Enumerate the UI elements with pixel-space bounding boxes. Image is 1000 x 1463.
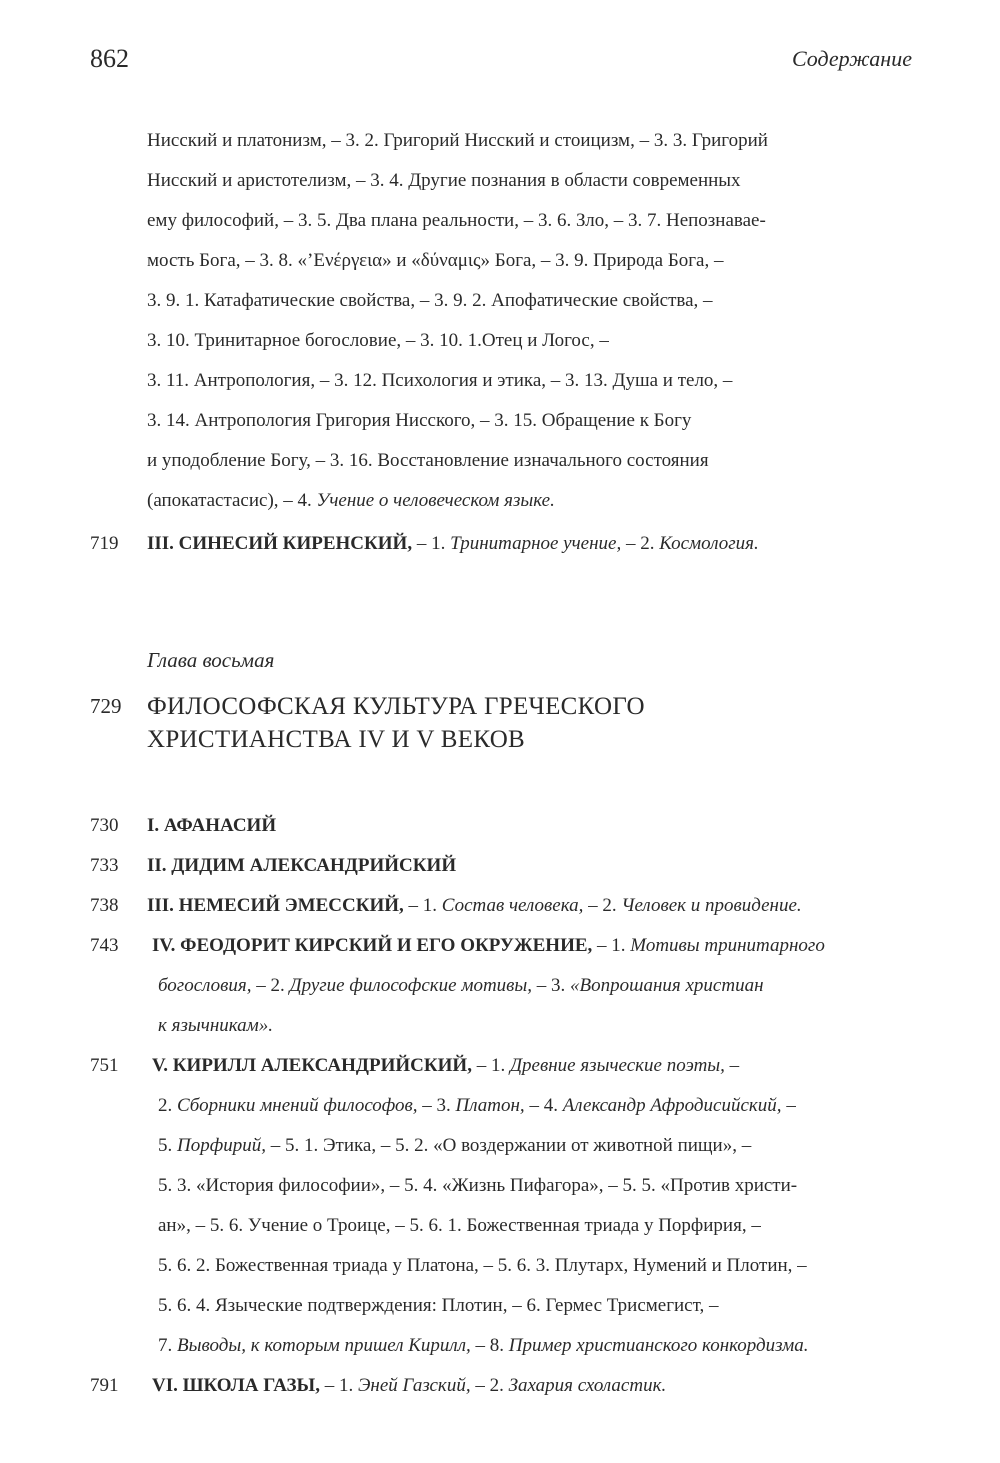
subsection-title: богословия, [158,975,252,996]
section-title: V. КИРИЛЛ АЛЕКСАНДРИЙСКИЙ, [152,1055,472,1076]
entry-page-number: 743 [90,935,119,956]
entry-text: Нисский и аристотелизм, – 3. 4. Другие познания в области современных [147,170,741,191]
entry-text: 7. [158,1335,177,1356]
subsection-title: Захария схоластик. [508,1375,667,1396]
subsection-title: Мотивы тринитарного [630,935,825,956]
entry-text: ему философий, – 3. 5. Два плана реальности, – 3. 6. Зло, – 3. 7. Непознавае- [147,210,766,231]
subsection-title: Тринитарное учение, [450,533,622,554]
subsection-title: «Вопрошания христиан [570,975,764,996]
subsection-title: Сборники мнений философов, [177,1095,418,1116]
entry-line [147,321,927,361]
entry-line [158,1326,932,1366]
entry-line [147,806,927,846]
entry-line [147,886,927,926]
entry-text: – 2. [621,533,660,554]
entry-text: Нисский и платонизм, – 3. 2. Григорий Нисский и стоицизм, – 3. 3. Григорий [147,130,768,151]
chapter-label: Глава восьмая [147,648,275,672]
entry-text: 3. 10. Тринитарное богословие, – 3. 10. 1.Отец и Логос, – [147,330,609,351]
entry-text: 5. [158,1135,177,1156]
entry-line [158,1086,932,1126]
entry-text: и уподобление Богу, – 3. 16. Восстановление изначального состояния [147,450,709,471]
subsection-title: Космология. [659,533,759,554]
entry-text: – 8. [470,1335,509,1356]
entry-text: – 3. [417,1095,456,1116]
entry-text: 3. 14. Антропология Григория Нисского, – 3. 15. Обращение к Богу [147,410,692,431]
entry-line [158,966,932,1006]
subsection-title: Александр Афродисийский, [562,1095,782,1116]
entry-text: – 1. [471,1055,510,1076]
entry-text: – 2. [251,975,290,996]
entry-line [147,121,927,161]
entry-page-number: 738 [90,895,119,916]
entry-text: – 3. [532,975,571,996]
subsection-title: Учение о человеческом языке. [316,490,555,511]
entry-line [147,241,927,281]
section-title: IV. ФЕОДОРИТ КИРСКИЙ И ЕГО ОКРУЖЕНИЕ, [152,935,593,956]
subsection-title: Платон, [455,1095,525,1116]
entry-page-number: 719 [90,533,119,554]
entry-line [152,1046,932,1086]
section-title: I. АФАНАСИЙ [147,815,277,836]
entry-line [158,1126,932,1166]
subsection-title: Эней Газский, [357,1375,471,1396]
entry-line [152,926,932,966]
entry-text: 2. [158,1095,177,1116]
entry-line [147,441,927,481]
section-title: III. СИНЕСИЙ КИРЕНСКИЙ, [147,533,413,554]
entry-text: – [724,1055,740,1076]
subsection-title: Выводы, к которым пришел Кирилл, [177,1335,471,1356]
subsection-title: Человек и провидение. [621,895,802,916]
subsection-title: Пример христианского конкордизма. [508,1335,809,1356]
entry-line [147,201,927,241]
entry-line [147,401,927,441]
entry-text: – 1. [592,935,631,956]
entry-line [147,481,927,521]
entry-line [158,1286,932,1326]
entry-page-number: 733 [90,855,119,876]
entry-line [147,846,927,886]
page-number: 862 [90,44,129,73]
entry-text: 5. 6. 4. Языческие подтверждения: Плотин, – 6. Гермес Трисмегист, – [158,1295,719,1316]
subsection-title: Другие философские мотивы, [289,975,533,996]
entry-text: – [781,1095,796,1116]
entry-text: – 4. [524,1095,563,1116]
entry-page-number: 730 [90,815,119,836]
section-title: III. НЕМЕСИЙ ЭМЕССКИЙ, [147,895,404,916]
entry-line [158,1246,932,1286]
entry-line [147,524,927,564]
subsection-title: Древние языческие поэты, [509,1055,725,1076]
entry-text: – 5. 1. Этика, – 5. 2. «О воздержании от животной пищи», – [265,1135,752,1156]
entry-text: (апокатастасис), – 4. [147,490,317,511]
chapter-title-line: ФИЛОСОФСКАЯ КУЛЬТУРА ГРЕЧЕСКОГО [147,693,645,720]
subsection-title: Порфирий, [177,1135,266,1156]
entry-line [158,1166,932,1206]
entry-text: – 2. [470,1375,509,1396]
entry-line [147,281,927,321]
entry-line [147,161,927,201]
entry-text: 5. 3. «История философии», – 5. 4. «Жизнь Пифагора», – 5. 5. «Против христи- [158,1175,798,1196]
entry-text: – 2. [583,895,622,916]
chapter-title [147,690,645,756]
entry-line [147,361,927,401]
entry-line [158,1206,932,1246]
chapter-page-number: 729 [90,694,122,718]
entry-text: 3. 11. Антропология, – 3. 12. Психология и этика, – 3. 13. Душа и тело, – [147,370,733,391]
entry-text: 5. 6. 2. Божественная триада у Платона, – 5. 6. 3. Плутарх, Нумений и Плотин, – [158,1255,807,1276]
entry-text: ан», – 5. 6. Учение о Троице, – 5. 6. 1. Божественная триада у Порфирия, – [158,1215,761,1236]
chapter-title-line: ХРИСТИАНСТВА IV И V ВЕКОВ [147,726,526,753]
entry-text: – 1. [319,1375,358,1396]
subsection-title: Состав человека, [441,895,584,916]
entry-text: – 1. [412,533,451,554]
running-title: Содержание [791,46,912,71]
entry-line [158,1006,932,1046]
entry-page-number: 791 [90,1375,119,1396]
section-title: II. ДИДИМ АЛЕКСАНДРИЙСКИЙ [147,855,457,876]
entry-page-number: 751 [90,1055,119,1076]
entry-text: 3. 9. 1. Катафатические свойства, – 3. 9. 2. Апофатические свойства, – [147,290,713,311]
section-title: VI. ШКОЛА ГАЗЫ, [152,1375,320,1396]
entry-text: мость Бога, – 3. 8. «’Ενέργεια» и «δύναμις» Бога, – 3. 9. Природа Бога, – [147,250,724,271]
entry-line [152,1366,932,1406]
entry-text: – 1. [403,895,442,916]
subsection-title: к язычникам». [158,1015,274,1036]
